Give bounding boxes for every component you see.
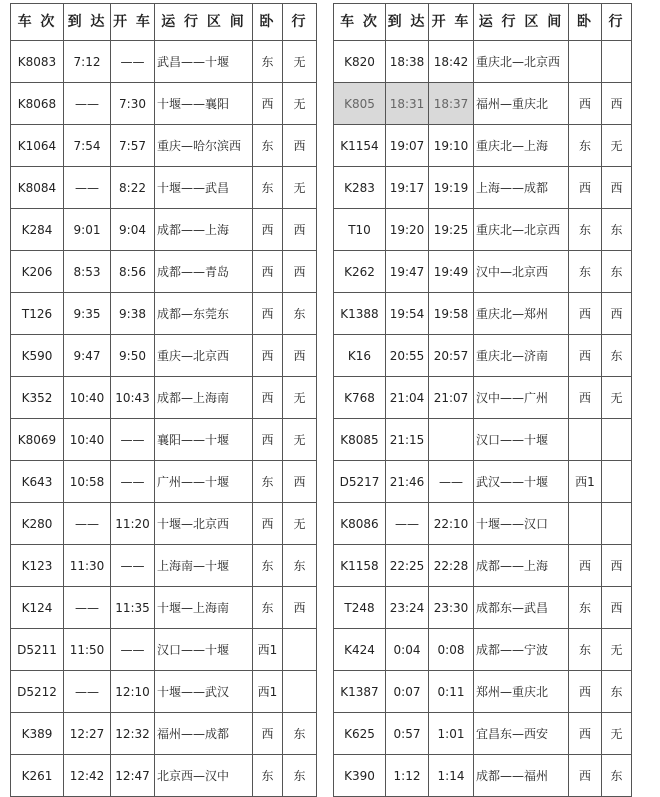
table-row [334,167,632,209]
arrival-time-cell: 0:57 [386,713,429,755]
sleeper-position-cell: 东 [569,125,602,167]
departure-time-cell: 19:25 [429,209,474,251]
train-number-header: 车 次 [11,4,64,41]
train-number-cell: K8085 [334,419,386,461]
table-row [11,83,317,125]
departure-time-cell: 22:28 [429,545,474,587]
arrival-time-cell: 9:35 [64,293,111,335]
route-cell: 成都——福州 [474,755,569,797]
departure-time-cell: 19:10 [429,125,474,167]
route-cell: 成都东—武昌 [474,587,569,629]
departure-time-cell: 9:04 [111,209,155,251]
train-number-header: 车 次 [334,4,386,41]
train-number-cell: K262 [334,251,386,293]
train-number-cell: K390 [334,755,386,797]
table-row [334,713,632,755]
departure-time-cell: 12:32 [111,713,155,755]
luggage-position-cell: 西 [283,251,317,293]
arrival-time-cell: 11:50 [64,629,111,671]
sleeper-position-header: 卧 [253,4,283,41]
route-cell: 成都——上海 [474,545,569,587]
table-row [11,125,317,167]
arrival-time-cell: —— [64,167,111,209]
table-row [11,419,317,461]
sleeper-position-cell: 东 [569,251,602,293]
luggage-position-cell: 西 [283,125,317,167]
sleeper-position-cell: 西 [253,251,283,293]
departure-time-cell [429,419,474,461]
departure-time-cell: —— [111,41,155,83]
table-row [334,419,632,461]
arrival-time-cell: 7:54 [64,125,111,167]
luggage-position-cell [602,41,632,83]
left-schedule-table [10,3,317,797]
table-row [334,83,632,125]
departure-time-cell: 0:08 [429,629,474,671]
arrival-time-header: 到 达 [386,4,429,41]
route-cell: 重庆—北京西 [155,335,253,377]
table-row [334,251,632,293]
table-row [334,335,632,377]
departure-time-cell: 1:01 [429,713,474,755]
luggage-position-cell [602,461,632,503]
luggage-position-cell: 西 [283,461,317,503]
arrival-time-cell: 9:47 [64,335,111,377]
luggage-position-cell: 无 [283,503,317,545]
arrival-time-cell: 19:54 [386,293,429,335]
sleeper-position-cell: 东 [569,587,602,629]
luggage-position-cell: 东 [602,671,632,713]
sleeper-position-cell: 东 [253,41,283,83]
train-number-cell: K820 [334,41,386,83]
luggage-position-cell: 西 [283,587,317,629]
sleeper-position-cell [569,41,602,83]
table-row [334,293,632,335]
table-row [11,461,317,503]
table-row [11,293,317,335]
sleeper-position-cell: 东 [569,209,602,251]
departure-time-cell: 7:57 [111,125,155,167]
arrival-time-cell: 1:12 [386,755,429,797]
train-number-cell: K1064 [11,125,64,167]
train-number-cell: K1154 [334,125,386,167]
route-cell: 福州——成都 [155,713,253,755]
route-cell: 成都——宁波 [474,629,569,671]
sleeper-position-cell: 西 [253,293,283,335]
route-cell: 重庆北—济南 [474,335,569,377]
train-number-cell: K8069 [11,419,64,461]
sleeper-position-cell: 西 [569,671,602,713]
table-row [11,335,317,377]
luggage-position-cell: 无 [602,629,632,671]
train-number-cell: K643 [11,461,64,503]
route-cell: 成都——青岛 [155,251,253,293]
route-cell: 宜昌东—西安 [474,713,569,755]
train-number-cell: T10 [334,209,386,251]
sleeper-position-cell: 东 [253,545,283,587]
train-number-cell: T248 [334,587,386,629]
route-cell: 上海——成都 [474,167,569,209]
arrival-time-cell: 19:47 [386,251,429,293]
departure-time-cell: 8:56 [111,251,155,293]
train-number-cell: K8083 [11,41,64,83]
train-number-cell: D5212 [11,671,64,713]
table-row [11,671,317,713]
luggage-position-cell: 无 [283,41,317,83]
luggage-position-cell: 无 [602,125,632,167]
route-header: 运 行 区 间 [474,4,569,41]
luggage-position-cell [602,419,632,461]
arrival-time-cell: 22:25 [386,545,429,587]
luggage-position-cell: 无 [283,167,317,209]
route-cell: 十堰——襄阳 [155,83,253,125]
departure-time-cell: 0:11 [429,671,474,713]
header-row [11,4,317,41]
sleeper-position-cell: 东 [253,167,283,209]
arrival-time-cell: 7:12 [64,41,111,83]
luggage-position-cell: 西 [283,209,317,251]
luggage-position-cell [283,671,317,713]
table-row [334,587,632,629]
table-row [334,545,632,587]
table-row [334,125,632,167]
sleeper-position-cell: 西1 [569,461,602,503]
train-number-cell: K1388 [334,293,386,335]
route-cell: 重庆北—北京西 [474,41,569,83]
arrival-time-cell: 12:27 [64,713,111,755]
sleeper-position-cell [569,419,602,461]
table-row [334,671,632,713]
table-row [11,713,317,755]
train-number-cell: D5211 [11,629,64,671]
departure-time-cell: —— [111,545,155,587]
sleeper-position-header: 卧 [569,4,602,41]
right-schedule-table [333,3,632,797]
train-number-cell: K123 [11,545,64,587]
departure-time-cell: 11:20 [111,503,155,545]
departure-time-cell: 19:58 [429,293,474,335]
route-cell: 汉口——十堰 [155,629,253,671]
train-number-cell: K280 [11,503,64,545]
train-number-cell: K8086 [334,503,386,545]
departure-time-cell: 19:19 [429,167,474,209]
arrival-time-cell: 18:31 [386,83,429,125]
train-number-cell: K352 [11,377,64,419]
arrival-time-cell: 10:40 [64,377,111,419]
table-row [11,377,317,419]
luggage-position-cell: 东 [602,209,632,251]
departure-time-cell: 1:14 [429,755,474,797]
route-cell: 重庆—哈尔滨西 [155,125,253,167]
luggage-position-header: 行 [602,4,632,41]
sleeper-position-cell: 西 [569,335,602,377]
arrival-time-cell: 10:40 [64,419,111,461]
departure-time-cell: 22:10 [429,503,474,545]
sleeper-position-cell: 西 [253,209,283,251]
sleeper-position-cell: 西 [253,83,283,125]
sleeper-position-cell: 西 [253,377,283,419]
sleeper-position-cell: 西 [569,83,602,125]
route-cell: 重庆北—郑州 [474,293,569,335]
arrival-time-cell: 21:04 [386,377,429,419]
sleeper-position-cell: 西 [569,377,602,419]
luggage-position-cell: 西 [602,167,632,209]
departure-time-cell: 8:22 [111,167,155,209]
departure-time-cell: 9:50 [111,335,155,377]
luggage-position-cell: 东 [602,335,632,377]
table-row [334,461,632,503]
sleeper-position-cell: 西 [569,293,602,335]
departure-time-cell: 11:35 [111,587,155,629]
arrival-time-cell: 20:55 [386,335,429,377]
train-number-cell: K8084 [11,167,64,209]
departure-time-header: 开 车 [429,4,474,41]
departure-time-cell: 9:38 [111,293,155,335]
train-number-cell: K8068 [11,83,64,125]
sleeper-position-cell [569,503,602,545]
departure-time-cell: 10:43 [111,377,155,419]
luggage-position-cell: 无 [602,377,632,419]
route-cell: 襄阳——十堰 [155,419,253,461]
arrival-time-cell: 21:15 [386,419,429,461]
arrival-time-cell: 23:24 [386,587,429,629]
sleeper-position-cell: 西1 [253,629,283,671]
route-cell: 成都—东莞东 [155,293,253,335]
sleeper-position-cell: 西 [569,755,602,797]
arrival-time-cell: —— [64,671,111,713]
departure-time-cell: —— [111,461,155,503]
route-header: 运 行 区 间 [155,4,253,41]
arrival-time-cell: 19:17 [386,167,429,209]
departure-time-cell: —— [429,461,474,503]
luggage-position-header: 行 [283,4,317,41]
train-number-cell: K805 [334,83,386,125]
arrival-time-cell: 21:46 [386,461,429,503]
departure-time-cell: —— [111,419,155,461]
arrival-time-cell: —— [64,587,111,629]
departure-time-cell: 12:10 [111,671,155,713]
sleeper-position-cell: 东 [253,755,283,797]
table-row [11,503,317,545]
arrival-time-cell: 19:07 [386,125,429,167]
departure-time-cell: 18:37 [429,83,474,125]
route-cell: 成都—上海南 [155,377,253,419]
sleeper-position-cell: 西 [569,545,602,587]
route-cell: 汉中—北京西 [474,251,569,293]
table-row [334,209,632,251]
route-cell: 重庆北—上海 [474,125,569,167]
luggage-position-cell: 西 [602,293,632,335]
luggage-position-cell: 西 [602,83,632,125]
sleeper-position-cell: 西 [253,335,283,377]
route-cell: 汉中——广州 [474,377,569,419]
train-number-cell: K625 [334,713,386,755]
arrival-time-cell: —— [64,503,111,545]
luggage-position-cell: 东 [602,755,632,797]
luggage-position-cell: 东 [283,545,317,587]
departure-time-cell: 19:49 [429,251,474,293]
train-number-cell: K389 [11,713,64,755]
arrival-time-cell: 0:04 [386,629,429,671]
table-row [11,545,317,587]
luggage-position-cell: 西 [283,335,317,377]
train-number-cell: D5217 [334,461,386,503]
route-cell: 十堰——汉口 [474,503,569,545]
luggage-position-cell: 东 [283,293,317,335]
arrival-time-cell: 8:53 [64,251,111,293]
route-cell: 武昌——十堰 [155,41,253,83]
sleeper-position-cell: 东 [253,587,283,629]
luggage-position-cell: 东 [283,713,317,755]
table-row [11,167,317,209]
route-cell: 汉口——十堰 [474,419,569,461]
sleeper-position-cell: 东 [569,629,602,671]
table-row [334,755,632,797]
sleeper-position-cell: 西 [253,503,283,545]
route-cell: 北京西—汉中 [155,755,253,797]
train-number-cell: K206 [11,251,64,293]
arrival-time-cell: 11:30 [64,545,111,587]
arrival-time-cell: 12:42 [64,755,111,797]
departure-time-cell: 23:30 [429,587,474,629]
train-number-cell: K424 [334,629,386,671]
arrival-time-cell: 18:38 [386,41,429,83]
route-cell: 十堰—北京西 [155,503,253,545]
train-number-cell: K1158 [334,545,386,587]
route-cell: 十堰——武汉 [155,671,253,713]
departure-time-cell: 21:07 [429,377,474,419]
arrival-time-cell: —— [64,83,111,125]
route-cell: 十堰—上海南 [155,587,253,629]
departure-time-header: 开 车 [111,4,155,41]
table-row [11,251,317,293]
luggage-position-cell [283,629,317,671]
luggage-position-cell [602,503,632,545]
departure-time-cell: 20:57 [429,335,474,377]
table-row [11,587,317,629]
route-cell: 郑州—重庆北 [474,671,569,713]
route-cell: 上海南—十堰 [155,545,253,587]
luggage-position-cell: 西 [602,587,632,629]
table-row [11,209,317,251]
sleeper-position-cell: 西1 [253,671,283,713]
arrival-time-cell: 19:20 [386,209,429,251]
route-cell: 武汉——十堰 [474,461,569,503]
train-number-cell: K283 [334,167,386,209]
arrival-time-header: 到 达 [64,4,111,41]
sleeper-position-cell: 西 [253,713,283,755]
table-row [11,629,317,671]
departure-time-cell: —— [111,629,155,671]
train-number-cell: K768 [334,377,386,419]
sleeper-position-cell: 东 [253,125,283,167]
header-row [334,4,632,41]
route-cell: 成都——上海 [155,209,253,251]
train-number-cell: K16 [334,335,386,377]
sleeper-position-cell: 西 [569,167,602,209]
luggage-position-cell: 无 [283,83,317,125]
sleeper-position-cell: 东 [253,461,283,503]
train-number-cell: K590 [11,335,64,377]
table-row [334,629,632,671]
arrival-time-cell: 10:58 [64,461,111,503]
arrival-time-cell: 9:01 [64,209,111,251]
train-number-cell: K284 [11,209,64,251]
departure-time-cell: 12:47 [111,755,155,797]
table-row [334,41,632,83]
luggage-position-cell: 无 [283,419,317,461]
route-cell: 广州——十堰 [155,461,253,503]
table-row [334,377,632,419]
train-number-cell: K1387 [334,671,386,713]
arrival-time-cell: 0:07 [386,671,429,713]
table-row [11,755,317,797]
train-number-cell: K124 [11,587,64,629]
route-cell: 重庆北—北京西 [474,209,569,251]
table-row [11,41,317,83]
luggage-position-cell: 无 [602,713,632,755]
luggage-position-cell: 西 [602,545,632,587]
luggage-position-cell: 东 [602,251,632,293]
departure-time-cell: 7:30 [111,83,155,125]
route-cell: 十堰——武昌 [155,167,253,209]
luggage-position-cell: 东 [283,755,317,797]
route-cell: 福州—重庆北 [474,83,569,125]
sleeper-position-cell: 西 [569,713,602,755]
luggage-position-cell: 无 [283,377,317,419]
train-number-cell: T126 [11,293,64,335]
table-row [334,503,632,545]
sleeper-position-cell: 西 [253,419,283,461]
train-number-cell: K261 [11,755,64,797]
departure-time-cell: 18:42 [429,41,474,83]
arrival-time-cell: —— [386,503,429,545]
